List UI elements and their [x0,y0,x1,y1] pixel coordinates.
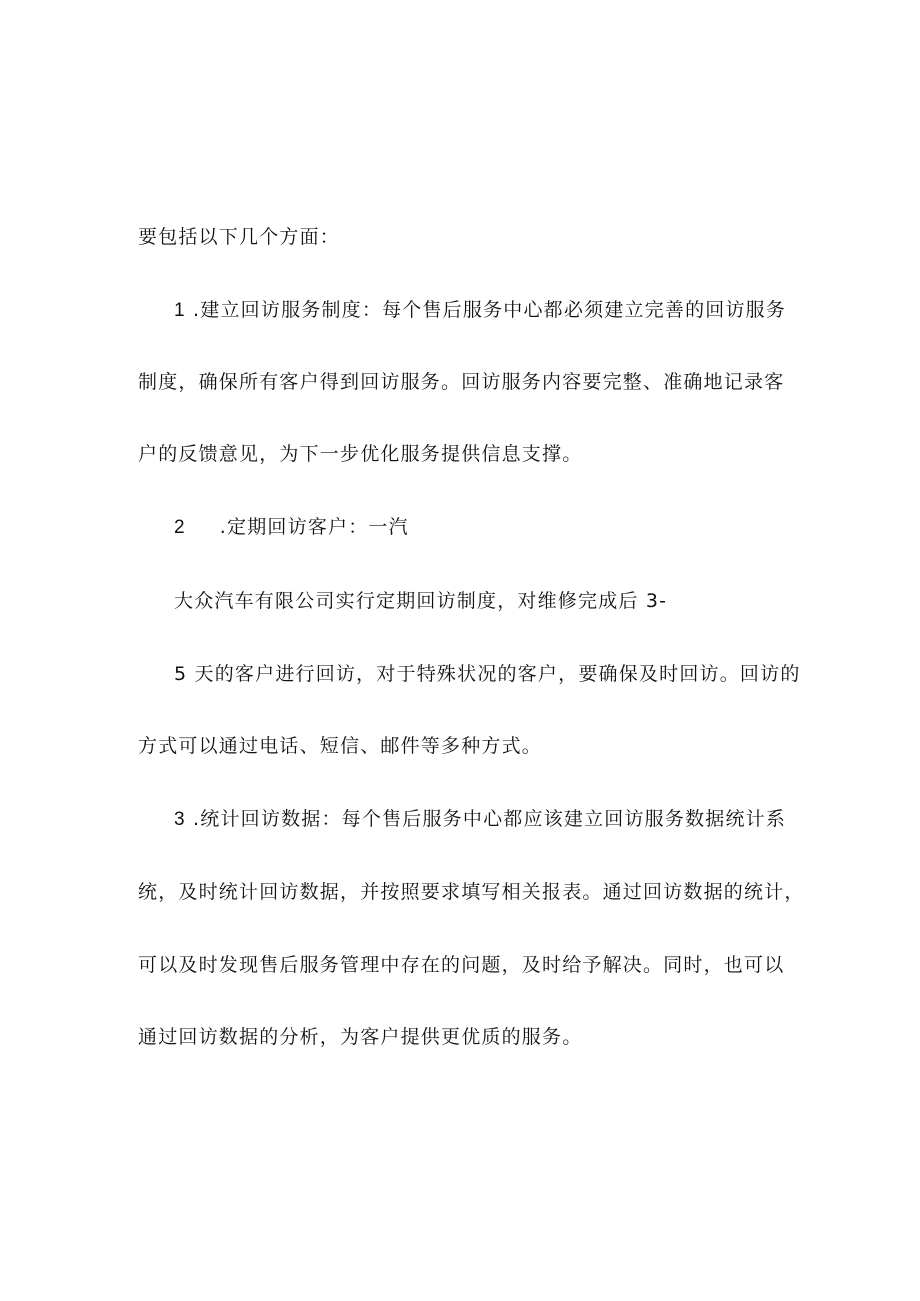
item1-line3: 户的反馈意见，为下一步优化服务提供信息支撑。 [138,443,583,465]
intro-paragraph: 要包括以下几个方面： [138,226,341,248]
item3-line1-text: .统计回访数据：每个售后服务中心都应该建立回访服务数据统计系 [193,808,787,830]
item3-line1 [174,806,786,833]
item2-number: 2 [174,517,186,538]
item1-line1 [174,297,786,324]
item1-line1-text: .建立回访服务制度：每个售后服务中心都必须建立完善的回访服务 [193,299,787,321]
item1-number: 1 [174,300,186,321]
item1-line2: 制度，确保所有客户得到回访服务。回访服务内容要完整、准确地记录客 [138,371,785,393]
item2-line2: 大众汽车有限公司实行定期回访制度，对维修完成后 3- [174,590,668,612]
item2-line1 [174,514,409,541]
item3-number: 3 [174,809,186,830]
item2-line3: 5 天的客户进行回访，对于特殊状况的客户，要确保及时回访。回访的 [174,663,801,685]
item3-line3: 可以及时发现售后服务管理中存在的问题，及时给予解决。同时，也可以 [138,954,785,976]
item3-line2: 统，及时统计回访数据，并按照要求填写相关报表。通过回访数据的统计， [138,881,805,903]
item2-title: .定期回访客户：一汽 [219,516,409,538]
item3-line4: 通过回访数据的分析，为客户提供更优质的服务。 [138,1026,583,1048]
item2-line4: 方式可以通过电话、短信、邮件等多种方式。 [138,735,543,757]
